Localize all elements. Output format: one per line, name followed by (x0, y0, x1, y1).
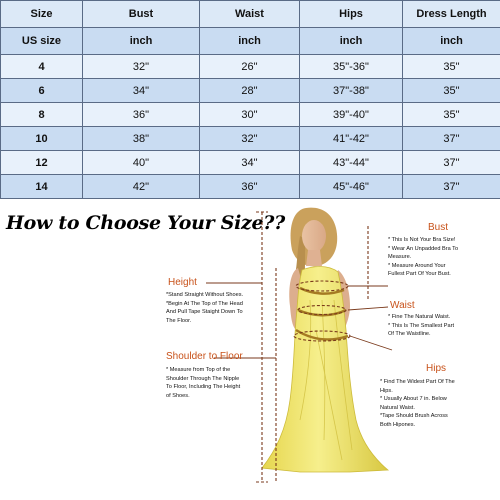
header-waist: Waist (200, 1, 300, 28)
table-cell: 39"-40" (300, 103, 403, 127)
table-cell: 32" (83, 55, 200, 79)
note-line: Shoulder Through The Nipple (166, 375, 240, 382)
note-line: *Begin At The Top of The Head (166, 300, 243, 307)
table-cell: 14 (1, 175, 83, 199)
note-line: of Shoes. (166, 392, 190, 399)
table-cell: 38" (83, 127, 200, 151)
waist-label: Waist (390, 300, 415, 311)
note-line: *Tape Should Brush Across (380, 413, 448, 419)
header-dress-length: Dress Length (403, 1, 500, 28)
note-line: * This Is The Smallest Part (388, 322, 455, 329)
note-line: Natural Waist. (380, 404, 415, 411)
note-line: * Fine The Natural Waist. (388, 314, 451, 320)
table-cell: 45"-46" (300, 175, 403, 199)
table-cell: 42" (83, 175, 200, 199)
shoulder-notes (166, 366, 240, 400)
bust-notes (388, 236, 458, 279)
note-line: And Pull Tape Staight Down To (166, 309, 243, 315)
note-line: The Floor. (166, 317, 192, 324)
table-cell: 41"-42" (300, 127, 403, 151)
note-line: * Measure Around Your (388, 262, 446, 269)
note-line: * This Is Not Your Bra Size! (388, 237, 456, 243)
table-cell: 35" (403, 55, 500, 79)
table-cell: 37" (403, 127, 500, 151)
table-cell: 35" (403, 79, 500, 103)
note-line: * Find The Widest Part Of The (380, 379, 455, 385)
table-cell: 12 (1, 151, 83, 175)
table-cell: 34" (200, 151, 300, 175)
header-hips: Hips (300, 1, 403, 28)
note-line: * Usually About 7 in. Below (380, 396, 447, 402)
height-notes (166, 291, 243, 325)
bust-label: Bust (428, 222, 449, 233)
shoulder-to-floor-label: Shoulder to Floor (166, 351, 243, 362)
table-cell: 34" (83, 79, 200, 103)
hips-notes (380, 378, 455, 429)
unit-cell: inch (403, 28, 500, 55)
table-cell: 26" (200, 55, 300, 79)
hips-label: Hips (426, 363, 447, 374)
table-cell: 36" (83, 103, 200, 127)
note-line: To Floor, Including The Height (166, 384, 241, 390)
table-cell: 6 (1, 79, 83, 103)
guide-title: How to Choose Your Size?? (6, 212, 285, 234)
table-cell: 37" (403, 151, 500, 175)
table-cell: 40" (83, 151, 200, 175)
header-size: Size (1, 1, 83, 28)
table-cell: 28" (200, 79, 300, 103)
unit-cell: inch (300, 28, 403, 55)
note-line: Both Hipones. (380, 421, 416, 428)
unit-cell: inch (200, 28, 300, 55)
note-line: Fullest Part Of Your Bust. (388, 271, 451, 277)
unit-cell: US size (1, 28, 83, 55)
unit-cell: inch (83, 28, 200, 55)
table-cell: 43"-44" (300, 151, 403, 175)
note-line: *Stand Straight Without Shoes. (166, 292, 244, 298)
height-label: Height (168, 277, 197, 288)
table-cell: 10 (1, 127, 83, 151)
note-line: Hips. (380, 387, 393, 394)
note-line: Of The Waistline. (388, 331, 431, 337)
table-cell: 35" (403, 103, 500, 127)
header-bust: Bust (83, 1, 200, 28)
waist-notes (388, 313, 454, 339)
table-cell: 4 (1, 55, 83, 79)
table-cell: 35"-36" (300, 55, 403, 79)
note-line: Measure. (388, 254, 412, 260)
table-cell: 36" (200, 175, 300, 199)
table-cell: 30" (200, 103, 300, 127)
table-cell: 37" (403, 175, 500, 199)
table-cell: 8 (1, 103, 83, 127)
note-line: * Wear An Unpadded Bra To (388, 245, 459, 252)
table-cell: 32" (200, 127, 300, 151)
note-line: * Measure from Top of the (166, 367, 231, 373)
table-cell: 37"-38" (300, 79, 403, 103)
